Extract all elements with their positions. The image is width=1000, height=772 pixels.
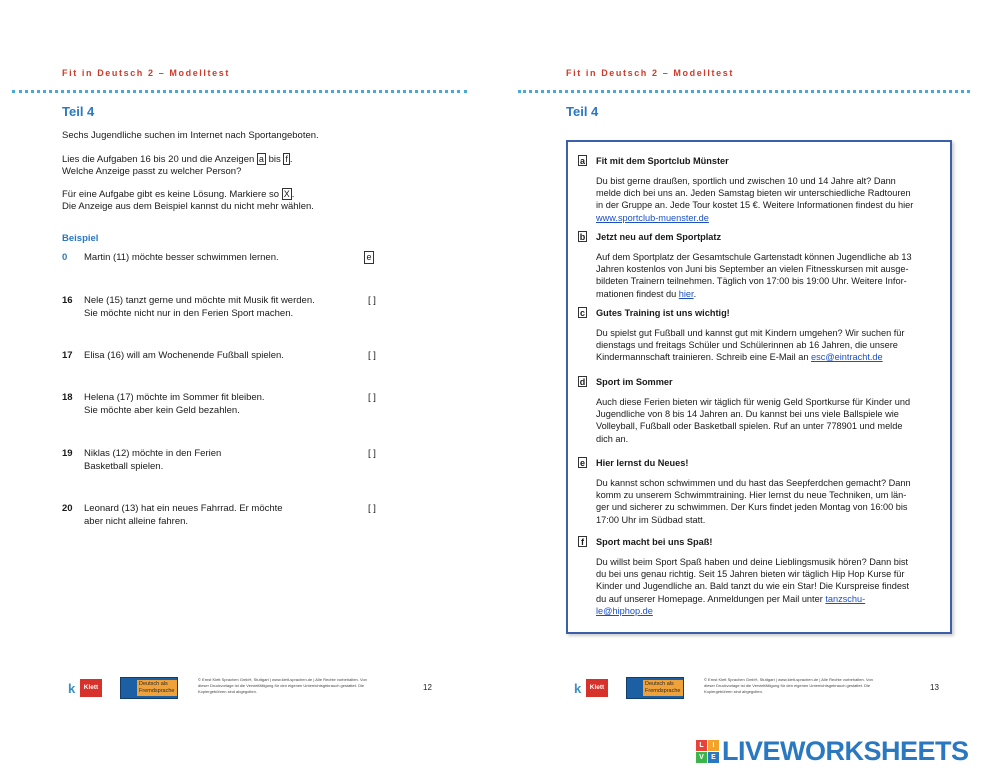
ad-letter: d (579, 377, 586, 387)
answer-field[interactable]: [ ] (368, 503, 376, 514)
logo-block: I (708, 740, 719, 751)
ad-body: Du kannst schon schwimmen und du hast das Seepferdchen gemacht? Dann komm zu unserem Schwimmtraining. Hier lernst du neue Techniken, um län- ger und sicherer zu schwimmen. Der Kurs findet jeden Montag von 16:00 bis 17:00 Uhr im Südbad statt. (596, 478, 911, 525)
task-number: 19 (62, 448, 73, 459)
answer-field[interactable]: [ ] (368, 392, 376, 403)
intro-text-1: Sechs Jugendliche suchen im Internet nach Sportangeboten. (62, 130, 319, 141)
ad-title: Sport macht bei uns Spaß! (596, 537, 713, 547)
ad-title: Gutes Training ist uns wichtig! (596, 308, 730, 318)
page-number: 12 (423, 683, 432, 692)
logo-icon (696, 740, 720, 764)
answer-field[interactable]: [ ] (368, 350, 376, 361)
section-title: Teil 4 (62, 104, 95, 119)
ad-letter: f (578, 536, 587, 547)
logo-block: E (708, 752, 719, 763)
ad-link[interactable]: tanzschu- (825, 593, 866, 604)
answer-box: e (364, 251, 374, 264)
box-letter-a: a (258, 154, 264, 164)
ad-letter: e (579, 458, 585, 468)
task-number: 18 (62, 392, 73, 403)
ad-title: Fit mit dem Sportclub Münster (596, 156, 729, 166)
intro-text-3: Für eine Aufgabe gibt es keine Lösung. Markiere so X . Die Anzeige aus dem Beispiel kannst du nicht mehr wählen. (62, 189, 314, 212)
ad-title: Hier lernst du Neues! (596, 458, 689, 468)
ad-letter: b (579, 232, 586, 242)
copyright-text: © Ernst Klett Sprachen GmbH, Stuttgart | www.klett-sprachen.de | Alle Rechte vorbehalten. Von dieser Druckvorlage ist die Vervielfältigung für den eigenen Unterrichtsgebrauch gestattet. Die Kopiergebühren sind abgegolten. (198, 677, 367, 694)
ad-link[interactable]: esc@eintracht.de (811, 352, 883, 363)
task-number: 20 (62, 503, 73, 514)
header-title: Fit in Deutsch 2 – Modelltest (566, 68, 734, 78)
page-number: 13 (930, 683, 939, 692)
logo-block: L (696, 740, 707, 751)
section-title: Teil 4 (566, 104, 599, 119)
box-letter-x: X (283, 189, 290, 199)
ad-link-continued[interactable]: le@hiphop.de (596, 605, 653, 616)
copyright-text: © Ernst Klett Sprachen GmbH, Stuttgart | www.klett-sprachen.de | Alle Rechte vorbehalten. Von dieser Druckvorlage ist die Vervielfältigung für den eigenen Unterrichtsgebrauch gestattet. Die Kopiergebühren sind abgegolten. (704, 677, 873, 694)
answer-field[interactable]: [ ] (368, 448, 376, 459)
klett-logo: k Klett (68, 677, 102, 699)
ad-link[interactable]: www.sportclub-muenster.de (596, 212, 709, 223)
ad-letter: a (579, 156, 585, 166)
dotted-divider (12, 90, 467, 93)
logo-wordmark: LIVEWORKSHEETS (722, 736, 969, 766)
example-label: Beispiel (62, 233, 99, 244)
task-number: 17 (62, 350, 73, 361)
ad-body: Du bist gerne draußen, sportlich und zwischen 10 und 14 Jahre alt? Dann melde dich bei uns an. Jeden Samstag bieten wir unterschiedliche Radtouren in der Gruppe an. Jede Tour kostet 15 €. Weitere Informationen findest du hier www.sportclub-muenster.de (596, 176, 914, 223)
ad-letter: c (579, 308, 585, 318)
klett-logo: k Klett (574, 677, 608, 699)
answer-field[interactable]: [ ] (368, 295, 376, 306)
daf-logo: Deutsch als Fremdsprache (626, 677, 684, 699)
daf-logo: Deutsch als Fremdsprache (120, 677, 178, 699)
right-page (500, 0, 1000, 772)
dotted-divider (518, 90, 970, 93)
box-letter-f: f (285, 154, 288, 164)
ad-link[interactable]: hier (678, 288, 694, 299)
intro-text-2: Lies die Aufgaben 16 bis 20 und die Anzeigen a bis f . Welche Anzeige passt zu welcher Person? (62, 154, 293, 177)
ad-title: Sport im Sommer (596, 377, 673, 387)
task-number: 16 (62, 295, 73, 306)
ad-body: Du spielst gut Fußball und kannst gut mit Kindern umgehen? Wir suchen für dienstags und freitags Schüler und Schülerinnen ab 16 Jahren, die unsere Kindermannschaft trainieren. Schreib eine E-Mail an esc@eintracht.de (596, 328, 905, 363)
ad-title: Jetzt neu auf dem Sportplatz (596, 232, 722, 242)
left-page: Fit in Deutsch 2 – Modelltest Teil 4 Sechs Jugendliche suchen im Internet nach Sportangeboten. Lies die Aufgaben 16 bis 20 und die Anzeigen a bis f . Welche Anzeige passt zu welcher Person? Für eine Aufgabe gibt es keine Lösung. Markiere so X . Die Anzeige aus dem Beispiel kannst du nicht mehr wählen. Beispiel 0 Martin (11) möchte besser schwimmen lernen. e 16 Nele (15) tanzt gerne und möchte mit Musik fit werden. Sie möchte nicht nur in den Ferien Sport machen. [ ] 17 Elisa (16) will am Wochenende Fußball spielen. [ ] 18 Helena (17) möchte im Sommer fit bleiben. Sie möchte aber kein Geld bezahlen. [ ] 19 Niklas (12) möchte in den Ferien Basketball spielen. [ ] 20 Leonard (13) hat ein neues Fahrrad. Er möchte aber nicht alleine fahren. [ ] k Klett Deutsch als Fremdsprache © Ernst Klett Sprachen GmbH, Stuttgart | www.klett-sprachen.de | Alle Rechte vorbehalten. Von dieser Druckvorlage ist die Vervielfältigung für den eigenen Unterrichtsgebrauch gestattet. Die Kopiergebühren sind abgegolten. 12 (0, 0, 500, 772)
logo-block: V (696, 752, 707, 763)
task-number: 0 (62, 252, 68, 263)
ad-body: Auf dem Sportplatz der Gesamtschule Gartenstadt können Jugendliche ab 13 Jahren kostenlos von Juni bis September an vielen Fitnesskursen mit ausge- bildeten Trainern teilnehmen. Täglich von 17:00 bis 19:00 Uhr. Weitere Infor- mationen findest du hier. (596, 252, 912, 299)
header-title: Fit in Deutsch 2 – Modelltest (62, 68, 230, 78)
ad-body: Du willst beim Sport Spaß haben und deine Lieblingsmusik hören? Dann bist du bei uns genau richtig. Seit 15 Jahren bieten wir täglich Hip Hop Kurse für Kinder und Jugendliche an. Bald tanzt du wie ein Star! Die Kurspreise findest du auf unserer Homepage. Anmeldungen per Mail unter tanzschu- le@hiphop.de (596, 557, 910, 616)
ad-body: Auch diese Ferien bieten wir täglich für wenig Geld Sportkurse für Kinder und Jugendliche von 8 bis 14 Jahren an. Du kannst bei uns viele Ballspiele wie Volleyball, Fußball oder Basketball spielen. Ruf an unter 778901 und melde dich an. (596, 397, 911, 444)
ads-box (566, 140, 952, 634)
